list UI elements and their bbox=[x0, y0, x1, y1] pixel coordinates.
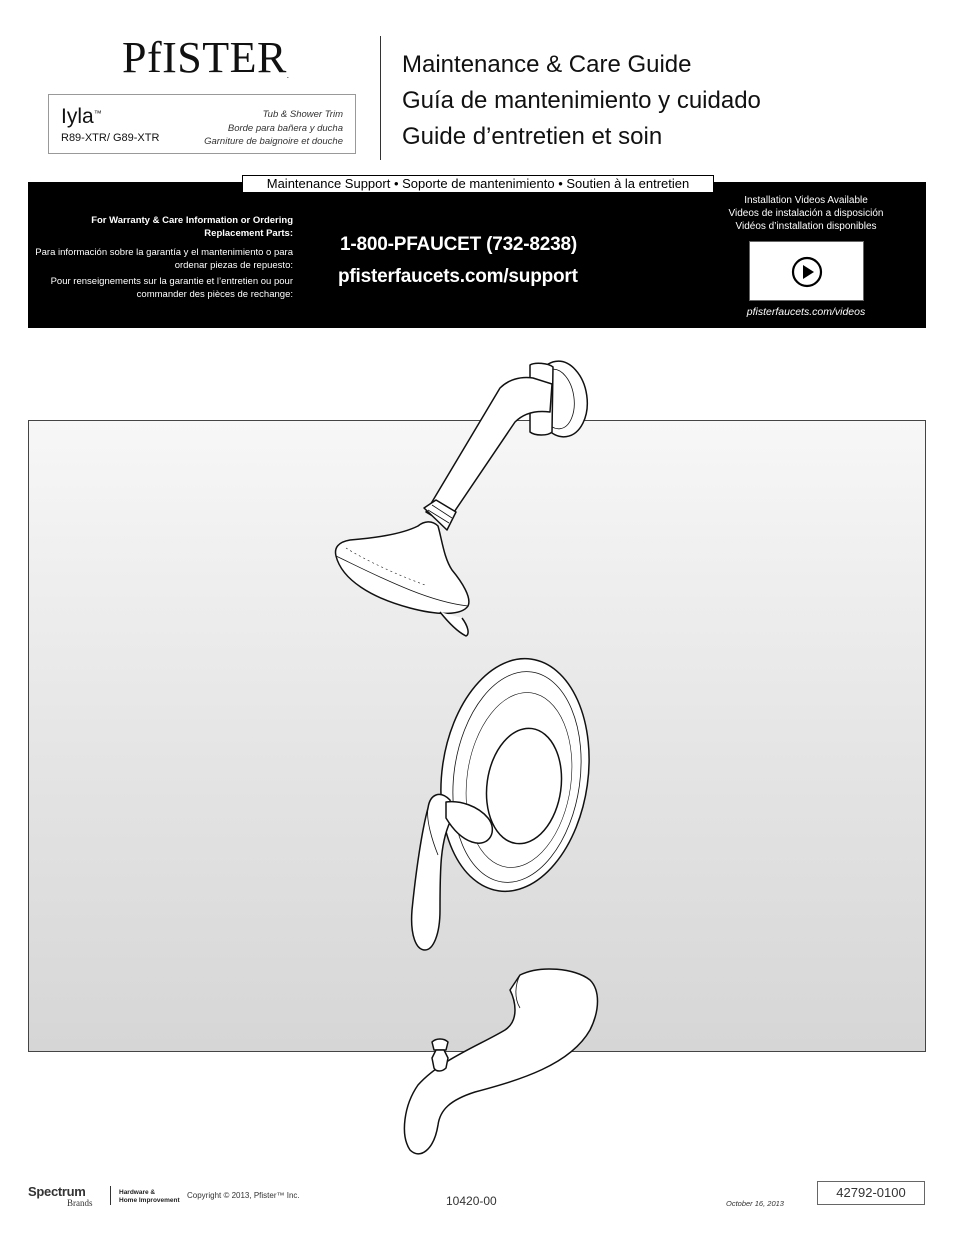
warranty-fr: Pour renseignements sur la garantie et l’entretien ou pour commander des pièces de rechange: bbox=[50, 276, 293, 300]
videos-es: Videos de instalación a disposición bbox=[728, 208, 884, 219]
support-website-link[interactable]: pfisterfaucets.com/support bbox=[338, 266, 578, 287]
warranty-es: Para información sobre la garantía y el mantenimiento o para ordenar piezas de repuesto: bbox=[35, 247, 293, 271]
brands-text: Brands bbox=[67, 1198, 93, 1208]
spectrum-text: Spectrum bbox=[28, 1184, 86, 1199]
product-type-fr: Garniture de baignoire et douche bbox=[204, 136, 343, 147]
title-en: Maintenance & Care Guide bbox=[402, 51, 692, 78]
videos-fr: Vidéos d’installation disponibles bbox=[735, 221, 877, 232]
product-type-en: Tub & Shower Trim bbox=[262, 109, 343, 120]
spectrum-brands-logo bbox=[28, 1185, 93, 1208]
footer-divider bbox=[110, 1186, 111, 1205]
product-name: Iyla™ bbox=[61, 105, 102, 128]
product-models: R89-XTR/ G89-XTR bbox=[61, 132, 160, 144]
tub-spout bbox=[404, 969, 597, 1154]
hardware-tagline bbox=[119, 1189, 180, 1204]
videos-url-link[interactable]: pfisterfaucets.com/videos bbox=[746, 306, 866, 318]
shower-head bbox=[336, 522, 469, 636]
support-tab-label: Maintenance Support • Soporte de mantenimiento • Soutien à la entretien bbox=[242, 175, 714, 193]
document-number: 10420-00 bbox=[446, 1194, 497, 1208]
warranty-en: For Warranty & Care Information or Ordering Replacement Parts: bbox=[91, 215, 293, 239]
pfister-logo: PfISTER. bbox=[122, 33, 290, 82]
copyright: Copyright © 2013, Pfister™ Inc. bbox=[187, 1191, 300, 1200]
shower-arm bbox=[426, 377, 552, 524]
product-type-es: Borde para bañera y ducha bbox=[227, 122, 343, 134]
document-date: October 16, 2013 bbox=[726, 1199, 784, 1208]
part-number-box: 42792-0100 bbox=[817, 1181, 925, 1205]
hardware-line1: Hardware & bbox=[119, 1189, 156, 1196]
title-es: Guía de mantenimiento y cuidado bbox=[402, 87, 761, 114]
valve-trim-plate bbox=[426, 649, 603, 901]
videos-en: Installation Videos Available bbox=[744, 195, 868, 206]
title-fr: Guide d’entretien et soin bbox=[402, 123, 663, 150]
hardware-line2: Home Improvement bbox=[119, 1196, 180, 1204]
support-phone[interactable]: 1-800-PFAUCET (732-8238) bbox=[340, 234, 578, 255]
